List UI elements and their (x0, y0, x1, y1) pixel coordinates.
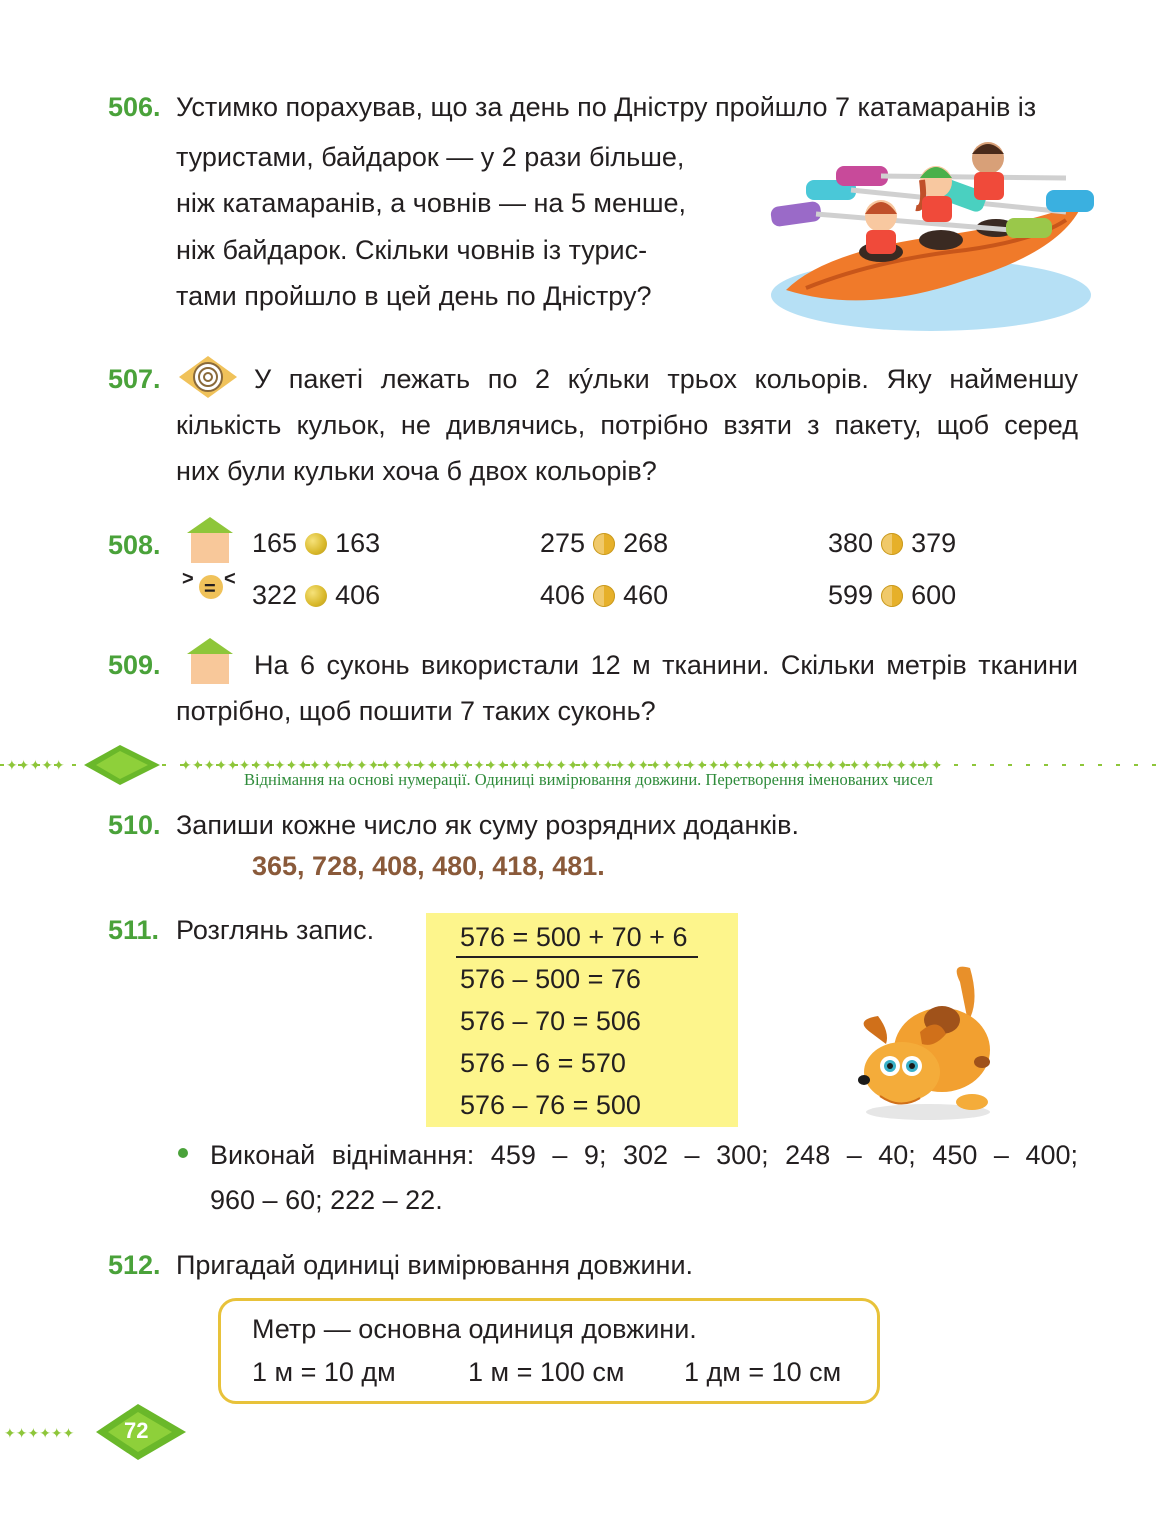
comparison-right: 268 (623, 528, 669, 558)
comparison-item (540, 580, 668, 611)
house-icon (185, 515, 235, 563)
equation-line: 576 – 500 = 76 (460, 964, 641, 994)
comparison-left: 599 (828, 580, 874, 610)
comparison-slot-icon[interactable] (593, 585, 615, 607)
exercise-509-number: 509. (108, 650, 161, 680)
exercise-508-number: 508. (108, 530, 161, 560)
comparison-left: 322 (252, 580, 298, 610)
exercise-507-line-1: У пакеті лежать по 2 кýльки трьох кольорів. Яку найменшу (254, 364, 1078, 394)
exercise-506-line-1: Устимко порахував, що за день по Дністру пройшло 7 катамаранів із (176, 92, 1037, 122)
svg-text:✦✦✦✦✦✦✦✦✦✦✦✦✦✦✦✦✦✦✦✦✦✦✦✦✦✦✦✦✦✦: ✦✦✦✦✦✦✦✦✦✦✦✦✦✦✦✦✦✦✦✦✦✦✦✦✦✦✦✦✦✦✦✦✦✦✦✦✦✦✦✦✦✦✦✦✦✦✦✦✦✦✦✦✦✦✦✦✦✦✦✦✦✦✦✦✦ (180, 758, 943, 774)
section-title: Віднімання на основі нумерації. Одиниці вимірювання довжини. Перетворення іменованих чисел (244, 770, 933, 789)
exercise-509-line-1: На 6 суконь використали 12 м тканини. Скільки метрів тканини (254, 650, 1078, 680)
comparison-item (252, 528, 380, 559)
comparison-slot-icon[interactable] (305, 533, 327, 555)
comparison-sign-icon (180, 567, 242, 603)
equation-line: 576 – 70 = 506 (460, 1006, 641, 1036)
exercise-507-line-2: кількість кульок, не дивлячись, потрібно взяти з пакету, щоб серед (176, 410, 1078, 440)
comparison-right: 460 (623, 580, 669, 610)
page-number: 72 (124, 1418, 149, 1443)
comparison-left: 380 (828, 528, 874, 558)
comparison-item (828, 580, 956, 611)
comparison-right: 600 (911, 580, 957, 610)
exercise-511-number: 511. (108, 915, 160, 945)
comparison-item (252, 580, 380, 611)
exercise-511-task-line-2: 960 – 60; 222 – 22. (210, 1185, 443, 1215)
exercise-507-number: 507. (108, 364, 161, 394)
dog-illustration (850, 962, 1000, 1122)
exercise-510-numbers: 365, 728, 408, 480, 418, 481. (252, 851, 605, 881)
unit-conversion: 1 дм = 10 см (684, 1357, 842, 1387)
equation-underline (456, 956, 698, 958)
equation-decomposition: 576 = 500 + 70 + 6 (460, 922, 688, 952)
comparison-left: 165 (252, 528, 298, 558)
exercise-507-line-3: них були кульки хоча б двох кольорів? (176, 456, 657, 486)
comparison-right: 379 (911, 528, 957, 558)
bullet-icon (178, 1148, 188, 1158)
exercise-511-label: Розглянь запис. (176, 915, 375, 945)
svg-text:<: < (224, 568, 236, 590)
maze-icon (175, 352, 241, 402)
kayak-illustration (766, 130, 1096, 335)
exercise-506-line-3: ніж катамаранів, а човнів — на 5 менше, (176, 188, 687, 218)
house-icon (185, 636, 235, 684)
exercise-509-line-2: потрібно, щоб пошити 7 таких суконь? (176, 696, 656, 726)
exercise-506-number: 506. (108, 92, 161, 122)
comparison-right: 163 (335, 528, 381, 558)
svg-text:✦✦✦✦✦✦: ✦✦✦✦✦✦ (4, 1426, 75, 1442)
page-number-badge (0, 1398, 200, 1468)
exercise-506-line-4: ніж байдарок. Скільки човнів із турис- (176, 235, 648, 265)
comparison-item (828, 528, 956, 559)
equation-line: 576 – 6 = 570 (460, 1048, 626, 1078)
comparison-item (540, 528, 668, 559)
exercise-510-number: 510. (108, 810, 161, 840)
svg-text:✦✦✦✦✦: ✦✦✦✦✦ (6, 758, 65, 774)
comparison-slot-icon[interactable] (881, 585, 903, 607)
exercise-512-line-1: Пригадай одиниці вимірювання довжини. (176, 1250, 694, 1280)
rule-box-title: Метр — основна одиниця довжини. (252, 1314, 697, 1344)
exercise-511-task-line-1: Виконай віднімання: 459 – 9; 302 – 300; 248 – 40; 450 – 400; (210, 1140, 1078, 1170)
exercise-506-line-5: тами пройшло в цей день по Дністру? (176, 281, 652, 311)
svg-text:>: > (182, 568, 194, 590)
comparison-slot-icon[interactable] (593, 533, 615, 555)
comparison-left: 406 (540, 580, 586, 610)
svg-text:=: = (204, 578, 216, 600)
comparison-slot-icon[interactable] (881, 533, 903, 555)
comparison-right: 406 (335, 580, 381, 610)
comparison-slot-icon[interactable] (305, 585, 327, 607)
equation-line: 576 – 76 = 500 (460, 1090, 641, 1120)
unit-conversion: 1 м = 10 дм (252, 1357, 396, 1387)
comparison-left: 275 (540, 528, 586, 558)
exercise-512-number: 512. (108, 1250, 161, 1280)
exercise-510-line-1: Запиши кожне число як суму розрядних доданків. (176, 810, 800, 840)
exercise-506-line-2: туристами, байдарок — у 2 рази більше, (176, 142, 685, 172)
unit-conversion: 1 м = 100 см (468, 1357, 625, 1387)
